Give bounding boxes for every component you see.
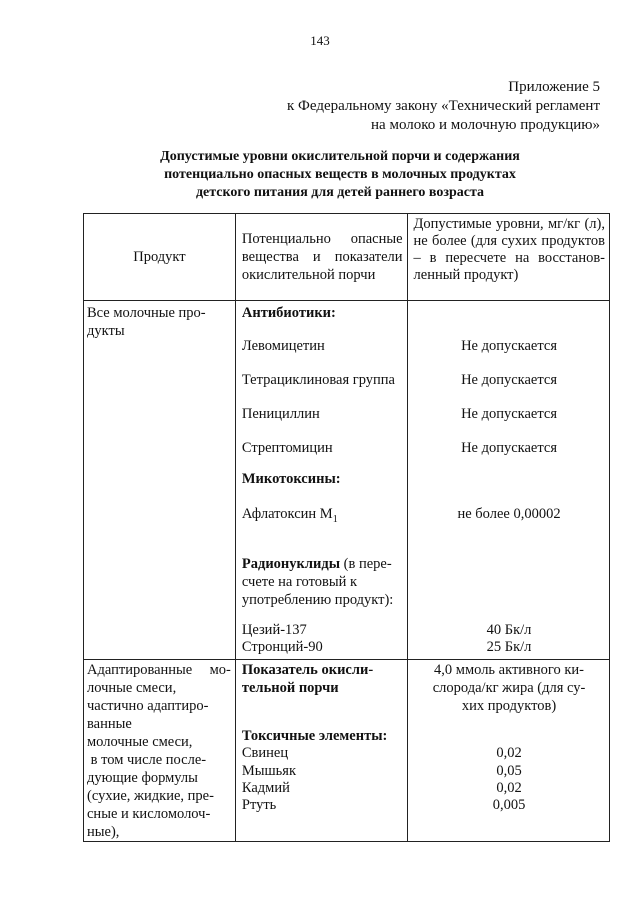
product-line: в том числе после- xyxy=(87,752,207,768)
document-title xyxy=(60,148,620,202)
header-level: Допустимые уровни, мг/кг (л), не более (для сухих продуктов – в пересчете на восстанов-ленный продукт) xyxy=(407,214,609,301)
title-line-1: Допустимые уровни окислительной порчи и содержания xyxy=(160,149,520,164)
toxic-elements-heading: Токсичные элементы: xyxy=(241,728,388,744)
level-value: 40 Бк/л xyxy=(486,622,532,638)
appendix-line-2: к Федеральному закону «Технический регламент xyxy=(287,98,600,114)
product-line: молочные смеси, xyxy=(87,734,193,750)
substance-cell xyxy=(235,301,407,660)
product-line: дукты xyxy=(87,323,125,339)
level-value: Не допускается xyxy=(461,406,557,422)
oxidation-line: тельной порчи xyxy=(241,680,339,696)
substance-name: Ртуть xyxy=(241,797,277,813)
oxidation-level xyxy=(408,661,611,715)
level-value: Не допускается xyxy=(461,440,557,456)
level-value: 0,05 xyxy=(496,763,522,779)
product-line: ванные xyxy=(87,716,132,732)
level-value: Не допускается xyxy=(461,372,557,388)
oxidation-level-line: 4,0 ммоль активного ки- xyxy=(434,662,585,678)
oxidation-indicator xyxy=(242,661,373,697)
title-line-2: потенциально опасных веществ в молочных продуктах xyxy=(164,167,516,182)
appendix-line-1: Приложение 5 xyxy=(508,79,600,95)
oxidation-level-line: слорода/кг жира (для су- xyxy=(432,680,586,696)
substance-name: Левомицетин xyxy=(241,338,325,354)
substance-name: Стрептомицин xyxy=(241,440,333,456)
substance-name: Свинец xyxy=(241,745,289,761)
level-value: 0,005 xyxy=(492,797,526,813)
mycotoxins-heading: Микотоксины: xyxy=(241,471,341,487)
substance-name: Стронций-90 xyxy=(241,639,323,655)
appendix-reference xyxy=(140,78,600,135)
header-substance: Потенциально опасные вещества и показатели окислительной порчи xyxy=(235,214,407,301)
title-line-3: детского питания для детей раннего возраста xyxy=(195,185,485,200)
level-value: 0,02 xyxy=(496,745,522,761)
page-number: 143 xyxy=(310,33,330,48)
antibiotics-heading: Антибиотики: xyxy=(241,305,336,321)
level-value: 25 Бк/л xyxy=(486,639,532,655)
radionuclides-note: счете на готовый к xyxy=(241,574,358,590)
radionuclides-block xyxy=(242,555,393,609)
level-cell xyxy=(407,301,609,660)
product-line: ные), xyxy=(87,824,120,840)
product-line: лочные смеси, xyxy=(87,680,177,696)
radionuclides-note: употреблению продукт): xyxy=(241,592,394,608)
level-value: не более 0,00002 xyxy=(457,506,561,522)
substance-cell xyxy=(235,660,407,842)
product-line: (сухие, жидкие, пре- xyxy=(87,788,214,804)
appendix-line-3: на молоко и молочную продукцию» xyxy=(371,117,600,133)
limits-table xyxy=(83,213,610,842)
aflatoxin-subscript: 1 xyxy=(332,513,338,525)
oxidation-line: Показатель окисли- xyxy=(241,662,374,678)
product-cell xyxy=(84,660,236,842)
oxidation-level-line: хих продуктов) xyxy=(461,698,557,714)
level-value: 0,02 xyxy=(496,780,522,796)
product-line: Все молочные про- xyxy=(87,305,206,321)
radionuclides-note: (в пере- xyxy=(340,556,392,572)
aflatoxin-label: Афлатоксин M xyxy=(241,506,333,522)
substance-name: Тетрациклиновая группа xyxy=(241,372,395,388)
substance-name: Кадмий xyxy=(241,780,290,796)
substance-name: Мышьяк xyxy=(241,763,297,779)
product-line: частично адаптиро- xyxy=(87,698,209,714)
substance-name xyxy=(242,506,338,525)
product-line: Адаптированные мо- xyxy=(87,662,231,678)
table-row xyxy=(84,301,610,660)
substance-name: Цезий-137 xyxy=(241,622,307,638)
level-value: Не допускается xyxy=(461,338,557,354)
header-product: Продукт xyxy=(84,214,236,301)
level-cell xyxy=(407,660,609,842)
product-cell xyxy=(84,301,236,660)
radionuclides-heading: Радионуклиды xyxy=(241,556,341,572)
table-row xyxy=(84,660,610,842)
table-header-row xyxy=(84,214,610,301)
substance-name: Пенициллин xyxy=(241,406,320,422)
product-line: дующие формулы xyxy=(87,770,198,786)
product-line: сные и кисломолоч- xyxy=(87,806,211,822)
